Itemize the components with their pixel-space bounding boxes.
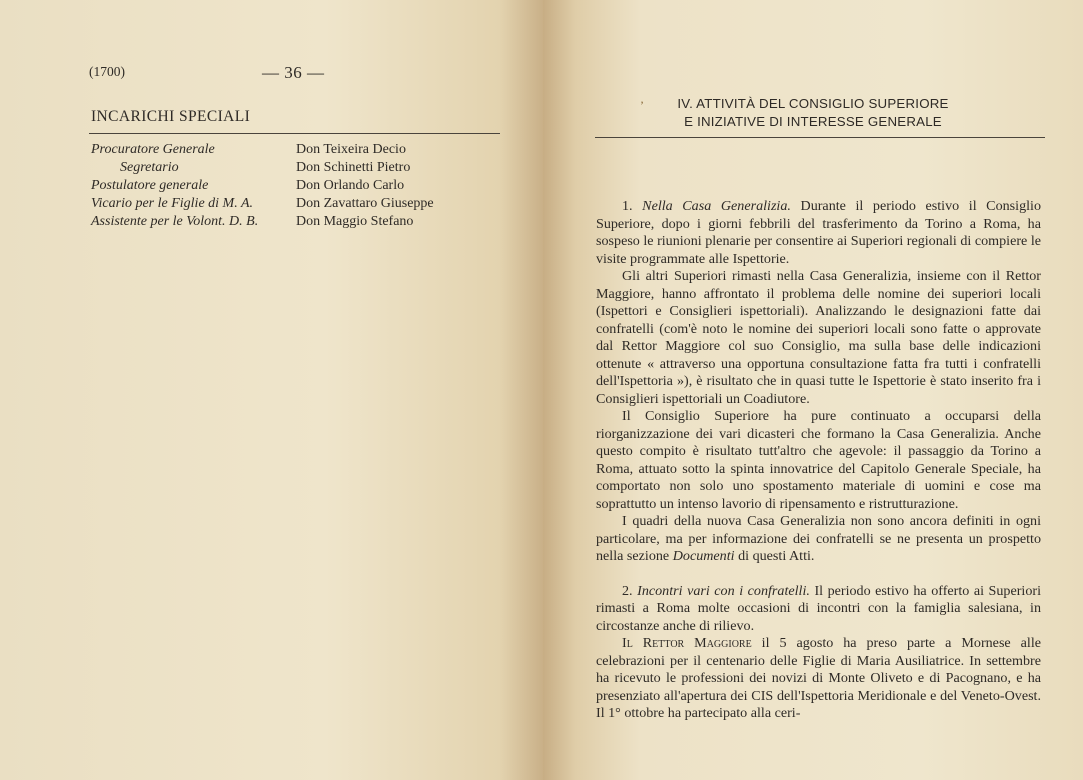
appointment-role: Assistente per le Volont. D. B. xyxy=(91,214,259,229)
appointment-holder: Don Teixeira Decio xyxy=(296,142,406,157)
italic-term: Documenti xyxy=(672,548,735,564)
paragraph-number: 1. xyxy=(622,198,633,214)
ink-mark: ’ xyxy=(640,98,644,112)
appointment-role: Segretario xyxy=(120,160,179,175)
chapter-title-line: E INIZIATIVE DI INTERESSE GENERALE xyxy=(684,114,942,129)
chapter-title-line: IV. ATTIVITÀ DEL CONSIGLIO SUPERIORE xyxy=(677,96,949,111)
chapter-title xyxy=(593,95,1033,131)
section-title: INCARICHI SPECIALI xyxy=(91,108,251,125)
appointment-holder: Don Orlando Carlo xyxy=(296,178,405,193)
right-page xyxy=(543,0,1083,780)
appointment-role: Procuratore Generale xyxy=(91,142,215,157)
paragraph-heading: Nella Casa Generalizia. xyxy=(642,198,791,214)
paragraph-text: il 5 agosto ha preso parte a Mornese alle celebrazioni per il centenario delle Figlie di Maria Ausiliatrice. In settembre ha ricevuto le professioni dei novizi di Monte Oliveto e di Pacognano, e ha presenziato all'apertura dei CIS dell'Ispettoria Meridionale e del Veneto-Ovest. Il 1° ottobre ha partecipato alla ceri- xyxy=(596,635,1041,721)
paragraph xyxy=(596,198,1041,268)
paragraph xyxy=(596,583,1041,636)
section-rule xyxy=(89,133,500,134)
appointment-holder: Don Maggio Stefano xyxy=(296,214,414,229)
paragraph xyxy=(596,635,1041,723)
appointment-role: Postulatore generale xyxy=(91,178,209,193)
paragraph-number: 2. xyxy=(622,582,633,599)
paragraph: Il Consiglio Superiore ha pure continuato a occuparsi della riorganizzazione dei vari dicasteri che formano la Casa Generalizia. Anche questo compito è risultato tutt'altro che agevole: il passaggio da Torino a Roma, attuato sotto la spinta innovatrice del Capitolo Generale Speciale, ha comportato non solo uno spostamento materiale di uomini e cose ma soprattutto un intenso lavorio di ripensamento e ristrutturazione. xyxy=(596,408,1041,512)
paragraph-text: Il periodo estivo ha offerto ai Superiori rimasti a Roma molte occasioni di incontri con la famiglia salesiana, in circostanze anche di rilievo. xyxy=(596,582,1041,634)
small-caps-lead: Il Rettor Maggiore xyxy=(622,635,752,651)
page-number: — 36 — xyxy=(262,63,325,82)
appointment-holder: Don Zavattaro Giuseppe xyxy=(296,196,434,211)
paragraph xyxy=(596,513,1041,566)
body-text xyxy=(596,198,1041,723)
paragraph-heading: Incontri vari con i confratelli. xyxy=(637,582,810,599)
paragraph-text: I quadri della nuova Casa Generalizia non sono ancora definiti in ogni particolare, ma per informazione dei confratelli se ne presenta un prospetto nella sezione xyxy=(596,513,1041,564)
paragraph-text: di questi Atti. xyxy=(738,548,815,564)
chapter-rule xyxy=(595,137,1045,138)
running-head: (1700) xyxy=(89,64,125,79)
appointment-holder: Don Schinetti Pietro xyxy=(296,160,411,175)
paragraph: Gli altri Superiori rimasti nella Casa Generalizia, insieme con il Rettor Maggiore, hanno affrontato il problema delle nomine dei superiori locali (Ispettori e Consiglieri ispettoriali). Analizzando le designazioni fatte dai confratelli (com'è noto le nomine dei superiori locali sono fatte o approvate dal Rettor Maggiore col suo Consiglio, ma sulla base delle indicazioni ottenute « attraverso una opportuna consultazione fatta fra tutti i confratelli dell'Ispettoria »), è risultato che in quasi tutte le Ispettorie è stato inserito fra i Consiglieri ispettoriali un Coadiutore. xyxy=(596,268,1041,407)
paragraph-text: Durante il periodo estivo il Consiglio Superiore, dopo i giorni febbrili del trasferimento da Torino a Roma, ha sospeso le riunioni plenarie per consentire ai Superiori regionali di compiere le visite programmate alle Ispettorie. xyxy=(596,198,1042,267)
appointment-role: Vicario per le Figlie di M. A. xyxy=(91,196,254,211)
